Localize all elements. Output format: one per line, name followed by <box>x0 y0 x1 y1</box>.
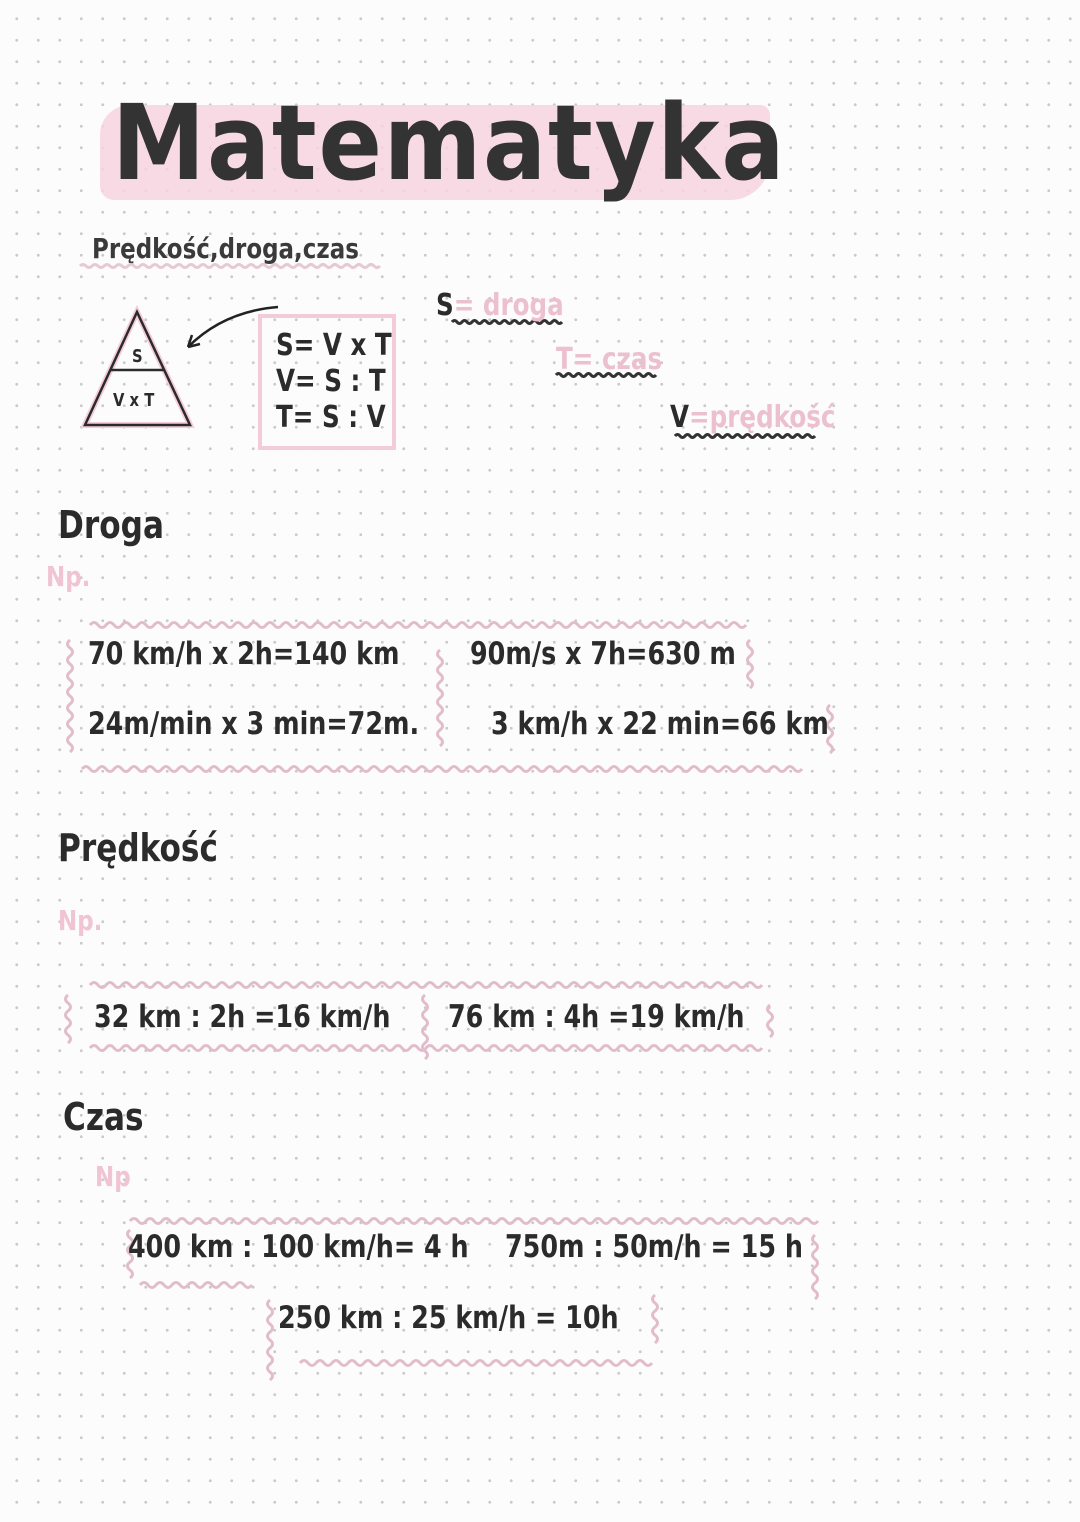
wavy-line <box>80 265 380 268</box>
wavy-line <box>438 650 443 746</box>
formula-distance: S= V x T <box>276 328 392 363</box>
heading-droga: Droga <box>58 503 164 547</box>
example: 90m/s x 7h=630 m <box>470 636 736 672</box>
formula-time: T= S : V <box>276 400 386 435</box>
legend-v: V=prędkość <box>670 400 836 435</box>
subtitle: Prędkość,droga,czas <box>92 232 359 265</box>
example: 70 km/h x 2h=140 km <box>88 636 400 672</box>
example: 250 km : 25 km/h = 10h <box>278 1300 619 1336</box>
np-label: Np. <box>58 904 103 937</box>
legend-t: T= czas <box>556 342 663 377</box>
page-title: Matematyka <box>112 82 787 204</box>
wavy-line <box>90 983 762 988</box>
wavy-line <box>300 1361 652 1366</box>
formula-speed: V= S : T <box>276 364 386 399</box>
wavy-line <box>90 623 746 628</box>
np-label: Np <box>95 1160 131 1193</box>
triangle-bottom: V x T <box>113 390 155 411</box>
wavy-line <box>748 640 753 688</box>
triangle-top: S <box>132 346 143 367</box>
wavy-line <box>130 1219 818 1224</box>
heading-czas: Czas <box>63 1095 144 1139</box>
example: 750m : 50m/h = 15 h <box>505 1229 803 1265</box>
legend-s: S= droga <box>436 288 564 323</box>
wavy-line <box>768 1005 773 1037</box>
wavy-line <box>82 767 802 772</box>
wavy-line <box>653 1295 658 1343</box>
wavy-line <box>90 1046 762 1051</box>
wavy-line <box>140 1283 252 1288</box>
wavy-line <box>68 640 73 752</box>
example: 32 km : 2h =16 km/h <box>94 999 391 1035</box>
example: 24m/min x 3 min=72m. <box>88 706 420 742</box>
heading-predkosc: Prędkość <box>58 826 218 870</box>
wavy-line <box>66 995 71 1043</box>
np-label: Np. <box>46 560 91 593</box>
wavy-line <box>813 1235 818 1299</box>
wavy-line <box>268 1300 273 1380</box>
example: 76 km : 4h =19 km/h <box>448 999 745 1035</box>
example: 400 km : 100 km/h= 4 h <box>128 1229 469 1265</box>
example: 3 km/h x 22 min=66 km <box>491 706 829 742</box>
